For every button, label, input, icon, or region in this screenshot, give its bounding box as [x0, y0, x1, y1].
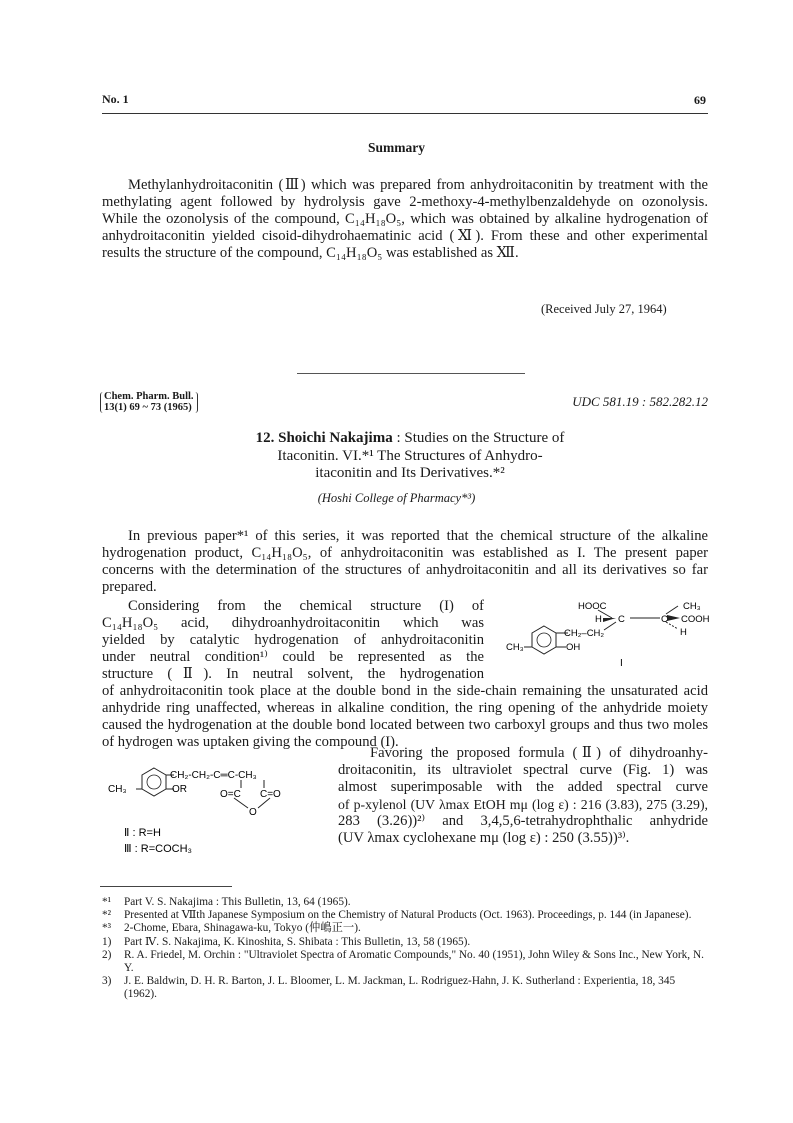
journal-name: Chem. Pharm. Bull. [104, 391, 194, 402]
summary-heading: Summary [368, 140, 425, 155]
carbonyl-right-label: C=O [260, 789, 281, 800]
footnote-item [102, 936, 708, 949]
legend-II: Ⅱ : R=H [124, 827, 161, 839]
footnote-text: Part Ⅳ. S. Nakajima, K. Kinoshita, S. Shibata : This Bulletin, 13, 58 (1965). [124, 935, 471, 948]
legend-III: Ⅲ : R=COCH₃ [124, 843, 192, 855]
p3-line-6: (UV λmax cyclohexane mμ (log ε) : 250 (3.55))³⁾. [338, 830, 630, 846]
article-title: 12. Shoichi Nakajima : Studies on the Structure of Itaconitin. VI.*¹ The Structures of Anhydro- itaconitin and Its Derivatives.*² [200, 430, 620, 483]
title-line-3: itaconitin and Its Derivatives.*² [315, 465, 505, 481]
p2-line-3: yielded by catalytic hydrogenation of anhydroitaconitin [102, 632, 484, 648]
structure-I-label: I [620, 658, 623, 669]
oh-label: OH [566, 642, 581, 653]
footnote-text: Presented at Ⅶth Japanese Symposium on the Chemistry of Natural Products (Oct. 1963). Proceedings, p. 144 (in Japanese). [124, 909, 692, 922]
footnote-item [102, 949, 708, 975]
chain-label-II: CH₂-CH₂-C═C-CH₃ [170, 770, 257, 781]
footnote-key: *³ [102, 922, 112, 935]
wedge-h-left [603, 618, 616, 622]
journal-volume: 13(1) 69 ~ 73 (1965) [104, 401, 192, 413]
udc-code: UDC 581.19 : 582.282.12 [572, 394, 708, 409]
footnote-text: R. A. Friedel, M. Orchin : "Ultraviolet Spectra of Aromatic Compounds," No. 40 (1951), John Wiley & Sons Inc., New York, N. Y. [124, 948, 704, 975]
structure-I-diagram [500, 596, 730, 674]
benzene-ring-II [142, 768, 166, 796]
article-number: 12. [255, 430, 275, 446]
bond-c-ch3 [666, 606, 678, 614]
h-left-label: H [595, 614, 602, 625]
h-right-label: H [680, 627, 687, 638]
section-divider [297, 373, 525, 374]
chain-label-I: CH₂–CH₂ [564, 628, 605, 639]
p2-line-2: C₁₄H₁₈O₅ acid, dihydroanhydroitaconitin which was [102, 615, 484, 631]
footnote-rule [100, 886, 232, 887]
footnote-key: 2) [102, 948, 112, 961]
footnote-text: J. E. Baldwin, D. H. R. Barton, J. L. Bloomer, L. M. Jackman, L. Rodriguez-Hahn, J. K. Sutherland : Experientia, 18, 345 (1962). [124, 975, 676, 1001]
ch3-ring-label-I: CH₃ [506, 642, 524, 653]
author-name: Shoichi Nakajima [278, 430, 393, 446]
p2-line-5: structure (Ⅱ). In neutral solvent, the hydrogenation [102, 666, 484, 682]
journal-citation [100, 392, 198, 413]
body-paragraph-2-rest: of anhydroitaconitin took place at the double bond in the side-chain remaining the unsaturated acid anhydride ring unaffected, whereas in alkaline condition, the ring opening of the anhydride moiety caused the hydrogenation at the double bond located between two carboxyl groups and thus two moles of hydrogen was uptaken giving the compound (I). [102, 683, 708, 750]
carbonyl-left-label: O=C [220, 789, 241, 800]
p3-line-4: of p-xylenol (UV λmax EtOH mμ (log ε) : 216 (3.83), 275 (3.29), [338, 797, 708, 812]
p2-line-4: under neutral condition¹⁾ could be represented as the [102, 649, 484, 665]
bridge-o-label: O [249, 807, 257, 818]
summary-paragraph: Methylanhydroitaconitin (Ⅲ) which was prepared from anhydroitaconitin by treatment with the methylating agent followed by hydrolysis gave 2-methoxy-4-methylbenzaldehyde on ozonolysis. While the ozonolysis of the compound, C₁₄H₁₈O₅, which was obtained by alkaline hydrogenation of anhydroitaconitin yielded cisoid-dihydrohaematinic acid (Ⅺ). From these and other experimental results the structure of the compound, C₁₄H₁₈O₅ was established as Ⅻ. [102, 177, 708, 261]
cooh-label: COOH [681, 614, 710, 625]
header-rule [102, 113, 708, 114]
page-number: 69 [694, 93, 706, 107]
footnote-key: *¹ [102, 896, 112, 908]
aromatic-circle-II [147, 775, 161, 789]
footnote-key: 1) [102, 935, 112, 948]
footnote-text: 2-Chome, Ebara, Shinagawa-ku, Tokyo (仲嶋正一). [124, 922, 361, 935]
received-date: (Received July 27, 1964) [541, 302, 667, 316]
p3-line-5: 283 (3.26))²⁾ and 3,4,5,6-tetrahydrophthalic anhydride [338, 813, 708, 829]
issue-number: No. 1 [102, 92, 129, 106]
title-line-2: Itaconitin. VI.*¹ The Structures of Anhydro- [277, 447, 543, 464]
footnote-text: Part V. S. Nakajima : This Bulletin, 13, 64 (1965). [124, 896, 351, 908]
ch3-ring-label-II: CH₃ [108, 784, 127, 795]
benzene-ring-I [532, 626, 556, 654]
bond-chain-c [604, 622, 616, 630]
title-line-1: Studies on the Structure of [404, 430, 565, 446]
footnote-key: *² [102, 909, 112, 922]
c-left-label: C [618, 614, 625, 625]
footnote-key: 3) [102, 975, 112, 988]
or-label: OR [172, 784, 187, 795]
p3-line-1: Favoring the proposed formula (Ⅱ) of dihydroanhy- [370, 745, 708, 761]
structure-II-diagram [108, 760, 328, 860]
p2-line-1: Considering from the chemical structure (I) of [128, 598, 484, 614]
c-right-label: C [661, 614, 668, 625]
body-paragraph-3 [338, 745, 708, 847]
footnotes [102, 896, 708, 1002]
body-paragraph-1: In previous paper*¹ of this series, it was reported that the chemical structure of the alkaline hydrogenation product, C₁₄H₁₈O₅, of anhydroitaconitin was established as I. The present paper concerns with the determination of the structures of anhydroitaconitin and all its derivatives so far prepared. [102, 528, 708, 595]
aromatic-circle-I [537, 633, 551, 647]
p3-line-3: almost superimposable with the added spectral curve [338, 779, 708, 795]
affiliation: (Hoshi College of Pharmacy*³) [317, 491, 476, 505]
p3-line-2: droitaconitin, its ultraviolet spectral curve (Fig. 1) was [338, 762, 708, 778]
footnote-item [102, 896, 708, 909]
hooc-label: HOOC [578, 601, 607, 612]
footnote-item [102, 922, 708, 935]
footnote-item [102, 975, 708, 1001]
body-paragraph-2-wrapped [102, 598, 484, 683]
wedge-cooh [667, 615, 680, 621]
ch3-top-label: CH₃ [683, 601, 701, 612]
footnote-item [102, 909, 708, 922]
